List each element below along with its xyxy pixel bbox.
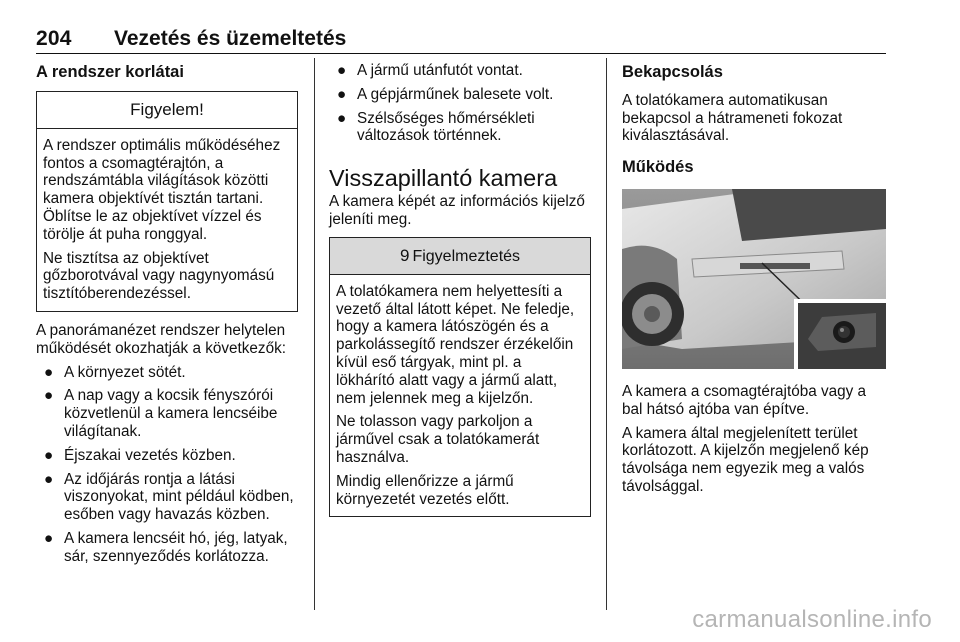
- list-item-text: A nap vagy a kocsik fényszórói közvetlenül a kamera lencséibe világítanak.: [64, 387, 278, 440]
- warning-paragraph: Mindig ellenőrizze a jármű környezetét vezetés előtt.: [336, 472, 514, 508]
- column-divider: [314, 58, 315, 610]
- list-item: [36, 530, 298, 566]
- section-heading-limitations: A rendszer korlátai: [36, 63, 184, 81]
- list-item: [329, 62, 591, 80]
- bullet-icon: ●: [337, 109, 347, 127]
- list-item: [36, 471, 298, 524]
- bullet-icon: ●: [44, 529, 54, 547]
- warning-box: [329, 237, 591, 518]
- rear-camera-photo: [622, 189, 886, 369]
- bullet-icon: ●: [44, 446, 54, 464]
- site-watermark: carmanualsonline.info: [692, 606, 932, 633]
- column-1: [36, 64, 298, 566]
- bullet-icon: ●: [44, 470, 54, 488]
- notice-box-body: [37, 129, 297, 311]
- list-item-text: A gépjárműnek balesete volt.: [357, 85, 554, 103]
- warning-title-text: Figyelmeztetés: [412, 247, 521, 265]
- section-heading-activation: Bekapcsolás: [622, 63, 723, 81]
- operation-paragraph: A kamera a csomagtérajtóba vagy a bal hátsó ajtóba van építve.: [622, 382, 867, 418]
- rear-camera-intro: A kamera képét az információs kijelző jeleníti meg.: [329, 193, 585, 228]
- activation-paragraph: A tolatókamera automatikusan bekapcsol a hátrameneti fokozat kiválasztásával.: [622, 91, 843, 145]
- notice-paragraph: Ne tisztítsa az objektívet gőzborotvával vagy nagynyomású tisztítóberendezéssel.: [43, 249, 275, 303]
- list-item-text: Szélsőséges hőmérsékleti változások történnek.: [357, 109, 535, 145]
- section-heading-rear-camera: Visszapillantó kamera: [329, 165, 558, 192]
- warning-box-body: [330, 275, 590, 517]
- list-item: [36, 387, 298, 440]
- warning-paragraph: A tolatókamera nem helyettesíti a vezető által látott képet. Ne feledje, hogy a kamera látószögén és a parkolássegítő rendszer érzékelőin kívül eső tárgyak, mint pl. a lökhárító alatt vagy a jármű alatt, nem jelennek meg a kijelzőn.: [336, 282, 575, 407]
- bullet-icon: ●: [44, 363, 54, 381]
- column-divider: [606, 58, 607, 610]
- list-item-text: Az időjárás rontja a látási viszonyokat, mint például ködben, esőben vagy havazás közben.: [64, 470, 294, 524]
- conditions-list: [329, 62, 591, 145]
- page-header: [36, 27, 886, 54]
- list-item: [36, 364, 298, 382]
- warning-icon: 9: [399, 245, 410, 265]
- column-2: [329, 62, 591, 517]
- limitations-list: [36, 364, 298, 566]
- list-item-text: A környezet sötét.: [64, 363, 186, 381]
- notice-paragraph: A rendszer optimális működéséhez fontos a csomagtérajtón, a rendszámtábla világítások közötti kamera objektívét tisztán tartani. Öblítse le az objektívet vízzel és törölje át puha ronggyal.: [43, 136, 281, 243]
- list-item-text: A jármű utánfutót vontat.: [357, 62, 523, 79]
- list-item: [329, 110, 591, 146]
- bullet-icon: ●: [337, 85, 347, 103]
- operation-paragraph: A kamera által megjelenített terület korlátozott. A kijelzőn megjelenő kép távolsága nem egyezik meg a valós távolsággal.: [622, 424, 869, 495]
- section-heading-operation: Működés: [622, 158, 694, 177]
- notice-box: [36, 91, 298, 312]
- page-number: 204: [36, 27, 72, 50]
- warning-paragraph: Ne tolasson vagy parkoljon a járművel csak a tolatókamerát használva.: [336, 413, 540, 466]
- list-item-text: Éjszakai vezetés közben.: [64, 446, 236, 464]
- column-3: [622, 64, 886, 496]
- limitations-intro: A panorámanézet rendszer helytelen működését okozhatják a következők:: [36, 321, 286, 357]
- bullet-icon: ●: [44, 387, 54, 405]
- chapter-title: Vezetés és üzemeltetés: [114, 27, 347, 50]
- warning-box-title: [330, 238, 590, 275]
- list-item: [329, 86, 591, 104]
- notice-box-title: Figyelem!: [37, 92, 297, 129]
- bullet-icon: ●: [337, 62, 347, 79]
- list-item-text: A kamera lencséit hó, jég, latyak, sár, szennyeződés korlátozza.: [64, 529, 288, 565]
- list-item: [36, 447, 298, 465]
